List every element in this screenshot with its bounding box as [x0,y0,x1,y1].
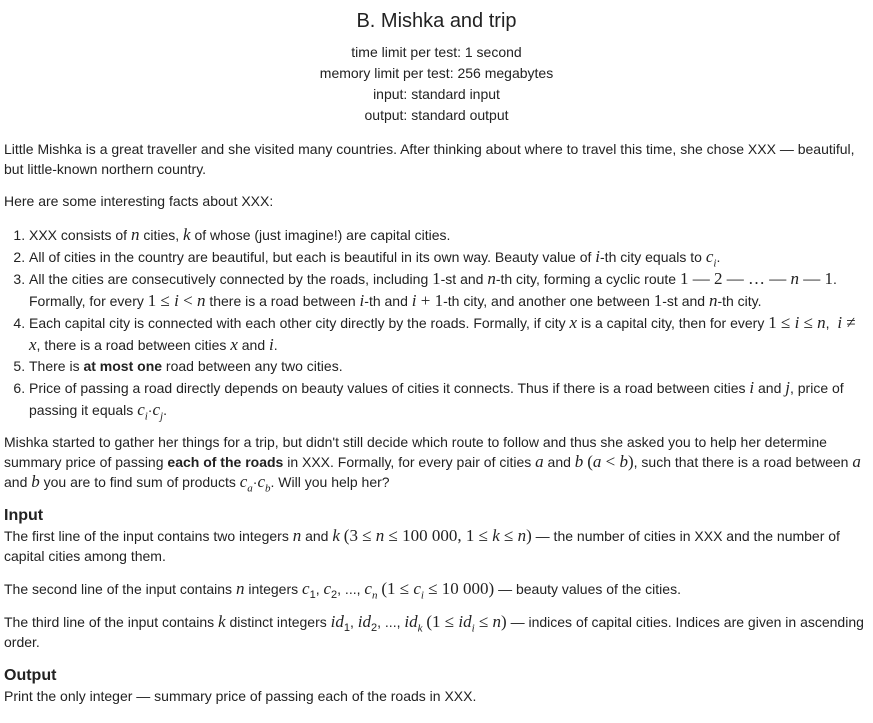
fact-item: 3. All the cities are consecutively connected by the roads, including 1-st and n-th city, forming a cyclic route 1 — 2 — … — n — 1. Formally, for every 1 ≤ i < n there is a road between i-th and i + 1-th city, and another one between 1-st and n-th city. [29,268,869,312]
output-file: output: standard output [364,107,509,123]
facts-intro: Here are some interesting facts about XXX: [4,193,274,209]
input-heading: Input [4,507,44,524]
input-file: input: standard input [373,86,500,102]
facts-list [4,224,869,421]
fact-item: 4. Each capital city is connected with each other city directly by the roads. Formally, if city x is a capital city, then for every 1 ≤ i ≤ n, i ≠ x, there is a road between cities x and i. [29,312,869,356]
problem-statement [0,9,873,723]
output-line-1: Print the only integer — summary price of passing each of the roads in XXX. [4,688,477,704]
output-heading: Output [4,667,57,684]
fact-item: 2. All of cities in the country are beautiful, but each is beautiful in its own way. Beauty value of i-th city equals to $c_i$. [29,246,869,268]
question-paragraph: Mishka started to gather her things for a trip, but didn't still decide which route to follow and thus she asked you to help her determine summary price of passing each of the roads in XXX. Formally, for every pair of cities a and b (a < b), such that there is a road between a and b you are to find sum of products $c_a\cdot c_b$. Will you help her? [4,434,861,495]
problem-header [4,9,869,126]
fact-item: 6. Price of passing a road directly depends on beauty values of cities it connects. Thus if there is a road between cities i and j, price of passing it equals $c_i\cdot c_j$. [29,377,869,421]
input-line-2: The second line of the input contains n integers $c_1$, $c_2$, ..., $c_n$ ($1 \le c_i \le 10$ 000) — beauty values of the cities. [4,579,681,602]
input-line-1: The first line of the input contains two integers n and k (3 ≤ n ≤ 100 000, 1 ≤ k ≤ n) — the number of cities in XXX and the number of capital cities among them. [4,526,840,564]
input-line-3: The third line of the input contains k distinct integers $id_1$, $id_2$, ..., $id_k$ $(1 \le id_i \le n)$ — indices of capital cities. Indices are given in ascending order. [4,612,864,650]
intro-paragraph: Little Mishka is a great traveller and she visited many countries. After thinking about where to travel this time, she chose XXX — beautiful, but little-known northern country. [4,141,855,177]
fact-item: 1. XXX consists of n cities, k of whose (just imagine!) are capital cities. [29,224,869,246]
problem-title: B. Mishka and trip [356,10,517,32]
fact-item: 5. There is at most one road between any two cities. [29,356,869,377]
memory-limit: memory limit per test: 256 megabytes [319,65,554,81]
time-limit: time limit per test: 1 second [351,44,522,60]
